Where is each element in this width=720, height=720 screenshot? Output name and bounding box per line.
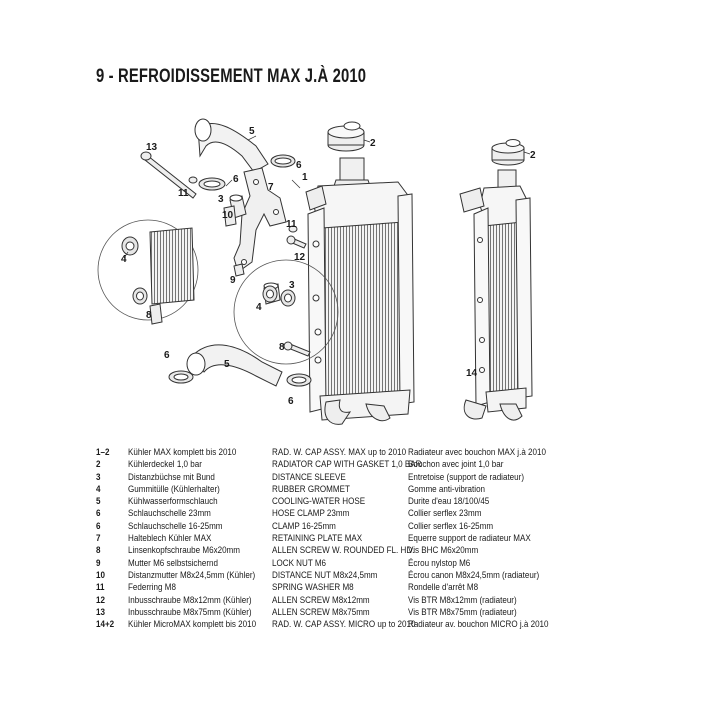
- part-name-french: Radiateur avec bouchon MAX j.à 2010: [408, 447, 546, 458]
- part-name-german: Linsenkopfschraube M6x20mm: [128, 545, 240, 557]
- callout-6-top-left: 6: [233, 174, 239, 185]
- part-name-german: Schlauchschelle 16-25mm: [128, 520, 223, 532]
- part-name-german: Halteblech Kühler MAX: [128, 533, 212, 545]
- callout-10: 10: [222, 210, 234, 221]
- part-number: 5: [96, 496, 101, 508]
- part-name-french: Durite d'eau 18/100/45: [408, 496, 490, 508]
- part-number: 1–2: [96, 447, 110, 458]
- part-name-english: RUBBER GROMMET: [272, 483, 350, 495]
- cooling-hose-lower: [187, 345, 282, 386]
- callout-6-top-right: 6: [296, 160, 302, 171]
- part-name-french: Écrou canon M8x24,5mm (radiateur): [408, 569, 540, 581]
- part-number: 9: [96, 557, 101, 569]
- part-name-german: Schlauchschelle 23mm: [128, 508, 211, 520]
- part-number: 8: [96, 545, 101, 557]
- part-number: 6: [96, 508, 101, 520]
- part-name-german: Inbusschraube M8x12mm (Kühler): [128, 594, 252, 606]
- part-name-english: COOLING-WATER HOSE: [272, 496, 366, 508]
- callout-2-micro: 2: [530, 150, 536, 161]
- part-name-german: Kühlerdeckel 1,0 bar: [128, 459, 202, 471]
- part-name-english: ALLEN SCREW M8x12mm: [272, 594, 370, 606]
- callout-4-right: 4: [256, 302, 262, 313]
- part-name-french: Vis BTR M8x75mm (radiateur): [408, 606, 517, 618]
- part-number: 2: [96, 459, 101, 471]
- parts-row: [96, 607, 656, 619]
- part-name-french: Vis BHC M6x20mm: [408, 545, 479, 557]
- parts-row: [96, 545, 656, 557]
- part-name-english: HOSE CLAMP 23mm: [272, 508, 350, 520]
- part-name-english: DISTANCE SLEEVE: [272, 471, 346, 483]
- part-name-german: Kühler MAX komplett bis 2010: [128, 447, 237, 458]
- part-name-french: Gomme anti-vibration: [408, 483, 486, 495]
- part-name-german: Distanzbüchse mit Bund: [128, 471, 215, 483]
- part-number: 11: [96, 582, 105, 594]
- allen-screw-m8x12: [287, 236, 306, 248]
- part-name-english: DISTANCE NUT M8x24,5mm: [272, 569, 378, 581]
- parts-row: [96, 508, 656, 520]
- parts-row: [96, 619, 656, 631]
- parts-row: [96, 484, 656, 496]
- parts-row: [96, 472, 656, 484]
- part-name-french: Entretoise (support de radiateur): [408, 471, 525, 483]
- part-name-french: Equerre support de radiateur MAX: [408, 533, 531, 545]
- part-name-german: Kühlwasserformschlauch: [128, 496, 218, 508]
- callout-12: 12: [294, 252, 306, 263]
- parts-row: [96, 521, 656, 533]
- part-number: 6: [96, 520, 101, 532]
- parts-row: [96, 582, 656, 594]
- part-name-german: Mutter M6 selbstsichernd: [128, 557, 219, 569]
- part-name-french: Écrou nylstop M6: [408, 557, 471, 569]
- callout-7: 7: [268, 182, 274, 193]
- part-name-german: Gummitülle (Kühlerhalter): [128, 483, 220, 495]
- callout-5-top: 5: [249, 126, 255, 137]
- callout-6-lower-left: 6: [164, 350, 170, 361]
- callout-11-right: 11: [286, 219, 297, 230]
- part-number: 10: [96, 569, 105, 581]
- part-name-english: LOCK NUT M6: [272, 557, 327, 569]
- part-name-french: Bouchon avec joint 1,0 bar: [408, 459, 504, 471]
- left-detail-fins: [150, 228, 194, 304]
- parts-row: [96, 459, 656, 471]
- part-name-english: RADIATOR CAP WITH GASKET 1,0 BAR: [272, 459, 422, 471]
- part-name-english: SPRING WASHER M8: [272, 582, 354, 594]
- micromax-radiator: [460, 170, 532, 420]
- part-name-french: Vis BTR M8x12mm (radiateur): [408, 594, 517, 606]
- parts-row: [96, 496, 656, 508]
- callout-8-left: 8: [146, 310, 152, 321]
- part-name-english: RAD. W. CAP ASSY. MAX up to 2010: [272, 447, 407, 458]
- part-name-german: Federring M8: [128, 582, 176, 594]
- parts-row: [96, 533, 656, 545]
- part-number: 14+2: [96, 619, 115, 631]
- callout-5-lower: 5: [224, 359, 230, 370]
- cooling-hose-upper: [195, 119, 268, 172]
- part-name-french: Rondelle d'arrêt M8: [408, 582, 479, 594]
- part-name-french: Collier serflex 23mm: [408, 508, 482, 520]
- callout-3-right: 3: [289, 280, 295, 291]
- callout-8-right: 8: [279, 342, 285, 353]
- parts-row: [96, 570, 656, 582]
- callout-3: 3: [218, 194, 224, 205]
- parts-list: [96, 447, 656, 631]
- part-name-english: CLAMP 16-25mm: [272, 520, 336, 532]
- part-number: 7: [96, 533, 101, 545]
- part-name-german: Inbusschraube M8x75mm (Kühler): [128, 606, 252, 618]
- retaining-plate: [234, 168, 286, 272]
- part-name-english: RAD. W. CAP ASSY. MICRO up to 2010: [272, 619, 416, 631]
- parts-row: [96, 595, 656, 607]
- parts-row: [96, 558, 656, 570]
- radiator-cap-micro: [492, 140, 524, 166]
- part-number: 13: [96, 606, 105, 618]
- callout-6-lower-right: 6: [288, 396, 294, 407]
- radiator-cap: [328, 122, 364, 151]
- callout-13: 13: [146, 142, 158, 153]
- callout-4-left: 4: [121, 254, 127, 265]
- max-radiator: [306, 158, 414, 424]
- part-name-french: Collier serflex 16-25mm: [408, 520, 494, 532]
- callout-14: 14: [466, 368, 478, 379]
- parts-row: [96, 447, 656, 459]
- part-name-english: ALLEN SCREW M8x75mm: [272, 606, 370, 618]
- callout-1: 1: [302, 172, 308, 183]
- rubber-grommets: [122, 237, 295, 306]
- callout-2: 2: [370, 138, 376, 149]
- page-title: 9 - REFROIDISSEMENT MAX J.À 2010: [96, 66, 367, 87]
- part-number: 4: [96, 483, 101, 495]
- part-number: 12: [96, 594, 105, 606]
- part-name-english: RETAINING PLATE MAX: [272, 533, 363, 545]
- part-name-german: Distanzmutter M8x24,5mm (Kühler): [128, 569, 256, 581]
- part-name-english: ALLEN SCREW W. ROUNDED FL. HD.: [272, 545, 415, 557]
- part-name-german: Kühler MicroMAX komplett bis 2010: [128, 619, 257, 631]
- part-name-french: Radiateur av. bouchon MICRO j.à 2010: [408, 619, 549, 631]
- callout-11-top: 11: [178, 188, 189, 199]
- part-number: 3: [96, 471, 101, 483]
- callout-9: 9: [230, 275, 236, 286]
